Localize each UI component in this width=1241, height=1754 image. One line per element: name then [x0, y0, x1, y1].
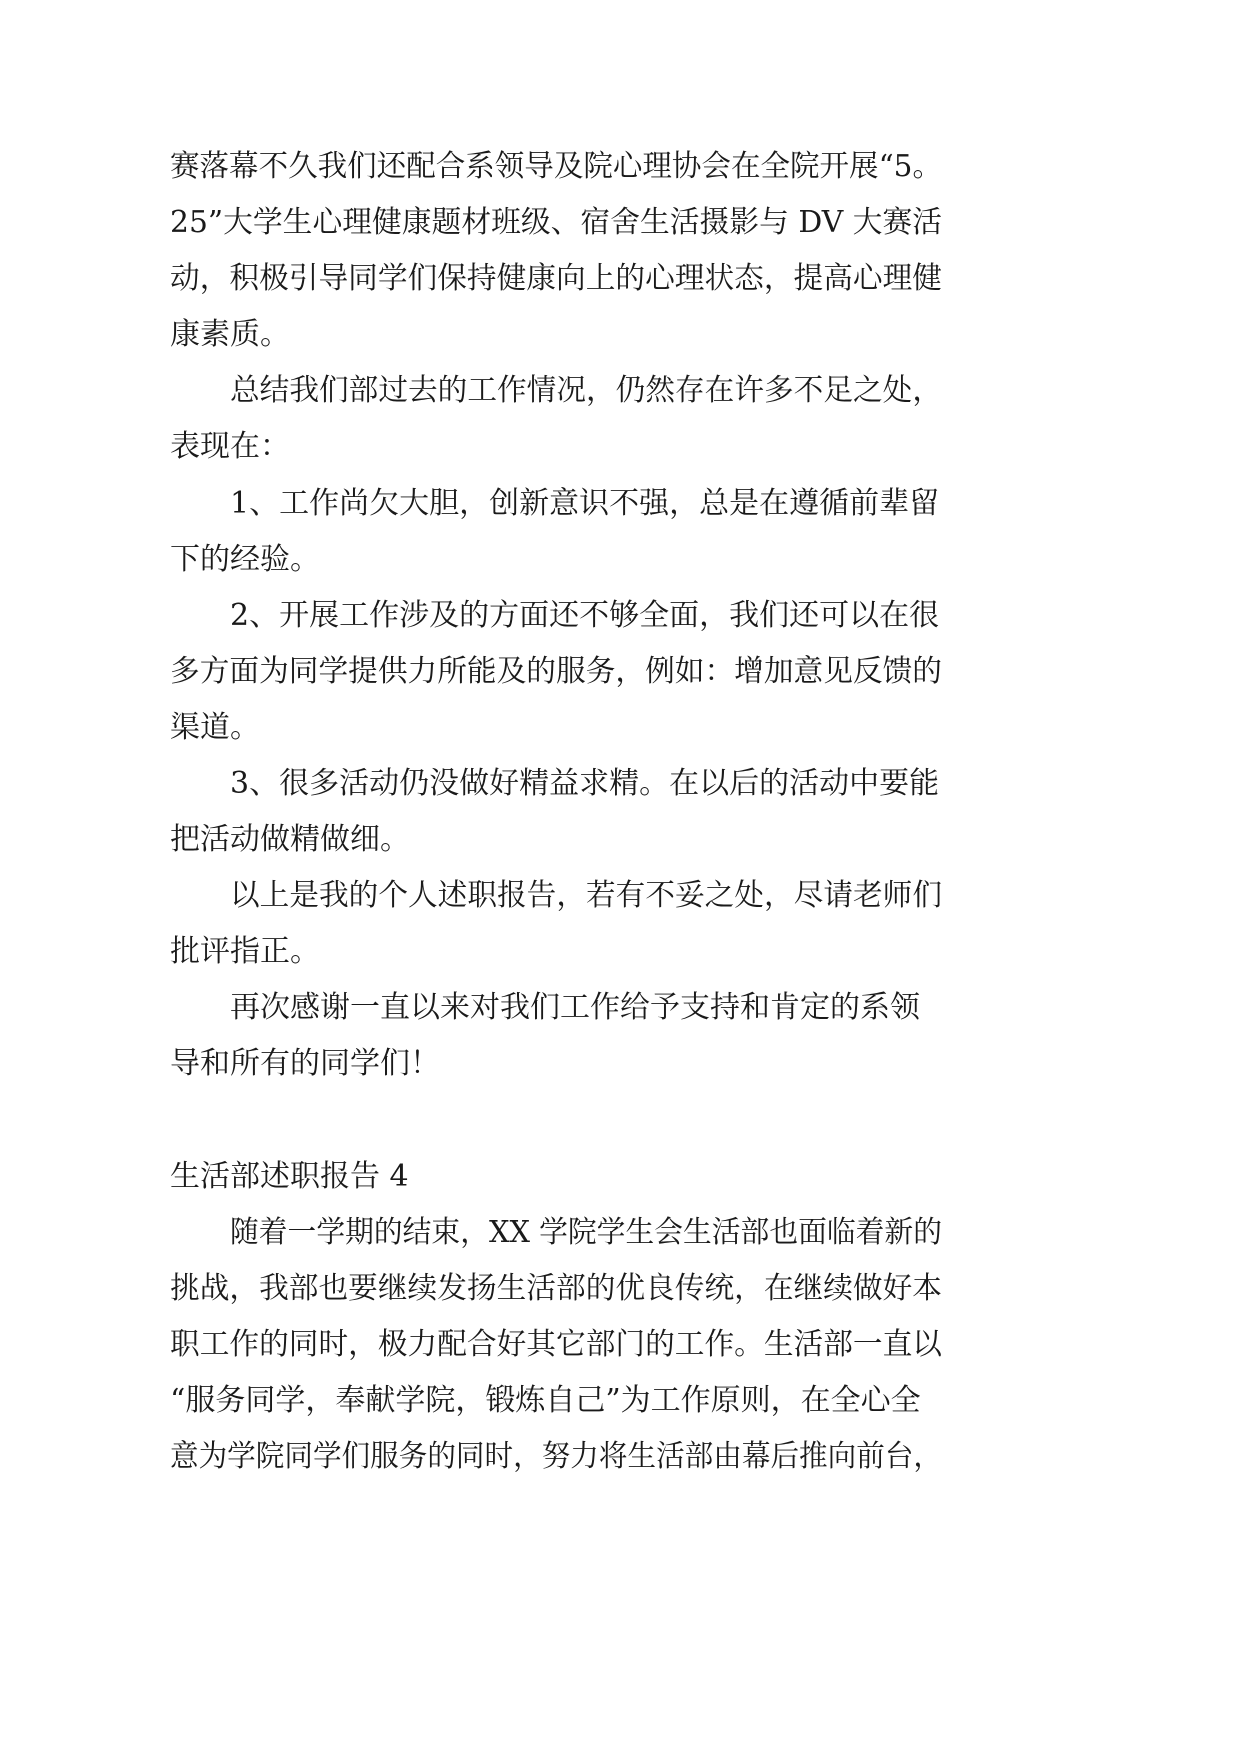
text-line	[0, 1259, 1241, 1319]
text-line	[0, 754, 1241, 814]
text-line	[0, 1203, 1241, 1263]
text-line	[0, 1315, 1241, 1375]
line-text: 赛落幕不久我们还配合系领导及院心理协会在全院开展“5。	[170, 149, 942, 184]
line-text: 意为学院同学们服务的同时，努力将生活部由幕后推向前台，	[170, 1439, 942, 1474]
text-line	[0, 1034, 1241, 1094]
line-text: “服务同学，奉献学院，锻炼自己”为工作原则，在全心全	[170, 1383, 921, 1418]
text-line	[0, 978, 1241, 1038]
heading-text: 生活部述职报告 4	[170, 1159, 409, 1194]
line-text: 把活动做精做细。	[170, 822, 410, 857]
line-text: 以上是我的个人述职报告，若有不妥之处，尽请老师们	[230, 878, 942, 913]
text-line	[0, 193, 1241, 253]
text-line	[0, 586, 1241, 646]
text-line	[0, 922, 1241, 982]
text-line	[0, 866, 1241, 926]
line-text: 1、工作尚欠大胆，创新意识不强，总是在遵循前辈留	[230, 486, 940, 521]
text-line	[0, 1371, 1241, 1431]
line-text: 25”大学生心理健康题材班级、宿舍生活摄影与 DV 大赛活	[170, 205, 942, 240]
line-text: 挑战，我部也要继续发扬生活部的优良传统，在继续做好本	[170, 1271, 942, 1306]
text-line	[0, 249, 1241, 309]
line-text: 下的经验。	[170, 542, 320, 577]
line-text: 再次感谢一直以来对我们工作给予支持和肯定的系领	[230, 990, 920, 1025]
line-text: 批评指正。	[170, 934, 320, 969]
section-heading	[0, 1147, 1241, 1207]
line-text: 多方面为同学提供力所能及的服务，例如：增加意见反馈的	[170, 654, 942, 689]
line-text: 总结我们部过去的工作情况，仍然存在许多不足之处，	[230, 373, 942, 408]
text-line	[0, 530, 1241, 590]
text-line	[0, 361, 1241, 421]
text-line	[0, 474, 1241, 534]
line-text: 3、很多活动仍没做好精益求精。在以后的活动中要能	[230, 766, 940, 801]
text-line	[0, 698, 1241, 758]
line-text: 表现在：	[170, 429, 290, 464]
line-text: 导和所有的同学们！	[170, 1046, 440, 1081]
text-line	[0, 1427, 1241, 1487]
line-text: 随着一学期的结束，XX 学院学生会生活部也面临着新的	[230, 1215, 942, 1250]
line-text: 康素质。	[170, 317, 290, 352]
line-text: 职工作的同时，极力配合好其它部门的工作。生活部一直以	[170, 1327, 942, 1362]
text-line	[0, 810, 1241, 870]
text-line	[0, 305, 1241, 365]
line-text: 2、开展工作涉及的方面还不够全面，我们还可以在很	[230, 598, 940, 633]
text-line	[0, 642, 1241, 702]
line-text: 动，积极引导同学们保持健康向上的心理状态，提高心理健	[170, 261, 942, 296]
line-text: 渠道。	[170, 710, 260, 745]
text-line	[0, 417, 1241, 477]
text-line	[0, 137, 1241, 197]
